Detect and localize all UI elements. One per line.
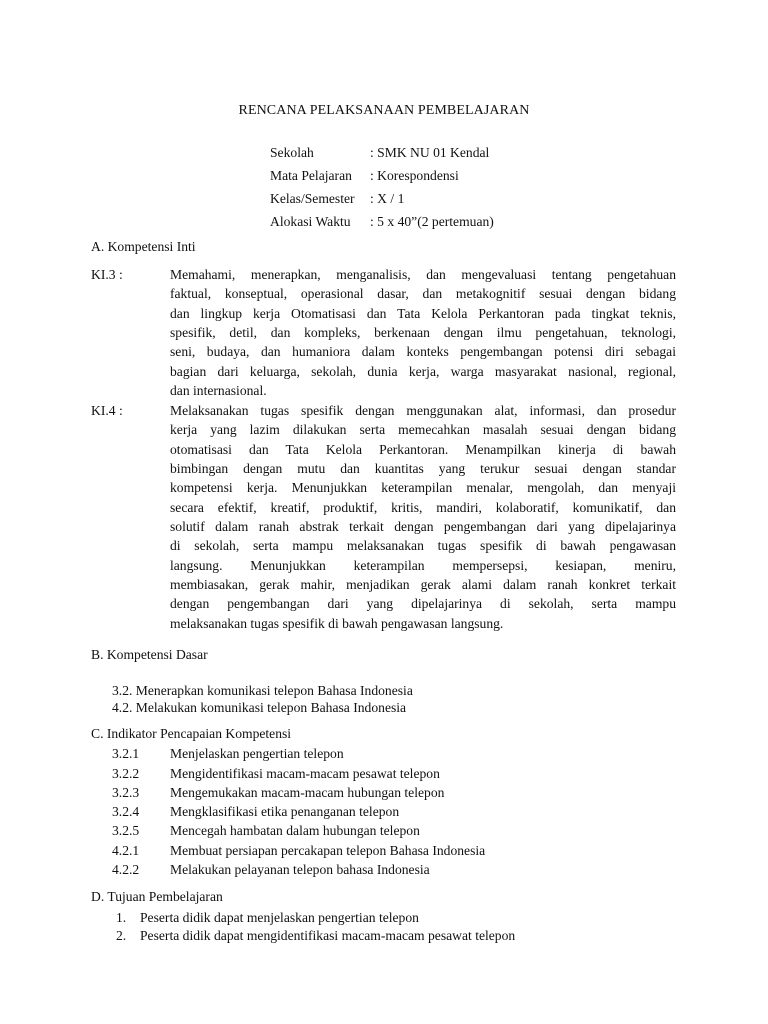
indicator-code: 3.2.1 [112,746,140,761]
ki4-line: solutif dalam ranah abstrak terkait dengan pengembangan dari yang dipelajarinya [170,519,676,535]
indicator-code: 4.2.2 [112,862,140,877]
ki3-line: bagian dari keluarga, sekolah, dunia kerja, warga masyarakat nasional, regional, [170,363,676,379]
indicator-text: Membuat persiapan percakapan telepon Bahasa Indonesia [170,843,486,858]
ki4-line: membiasakan, gerak mahir, menjadikan gerak alami dalam ranah konkret terkait [170,577,676,593]
ki4-line: bimbingan dengan mutu dan kuantitas yang terukur sesuai dengan standar [170,461,676,477]
ki3-line: Memahami, menerapkan, menganalisis, dan mengevaluasi tentang pengetahuan [170,267,676,282]
ki4-line: kompetensi kerja. Menunjukkan keterampilan menalar, mengolah, dan menyaji [170,480,676,496]
ki4-line: otomatisasi dan Tata Kelola Perkantoran. Menampilkan kinerja di bawah [170,441,676,457]
indicator-text: Mengemukakan macam-macam hubungan telepon [170,785,445,800]
identity-label-mapel: Mata Pelajaran [270,168,352,183]
identity-label-sekolah: Sekolah [270,145,314,160]
goal-number: 1. [116,910,127,925]
goal-number: 2. [116,928,127,943]
identity-value-kelas: : X / 1 [370,191,405,206]
indicator-text: Mencegah hambatan dalam hubungan telepon [170,823,420,838]
identity-label-alokasi: Alokasi Waktu [270,214,351,229]
ki3-line: spesifik, detil, dan kompleks, berkenaan dengan ilmu pengetahuan, teknologi, [170,325,676,341]
ki4-line: dengan pengembangan dari yang dipelajarinya di sekolah, serta mampu [170,596,676,612]
ki3-line: dan internasional. [170,383,267,399]
ki3-line: dan lingkup kerja Otomatisasi dan Tata Kelola Perkantoran pada tingkat teknis, [170,305,676,321]
indicator-code: 3.2.2 [112,766,140,781]
identity-value-alokasi: : 5 x 40”(2 pertemuan) [370,214,494,229]
indicator-text: Melakukan pelayanan telepon bahasa Indonesia [170,862,430,877]
ki3-label: KI.3 : [91,267,123,282]
identity-label-kelas: Kelas/Semester [270,191,355,206]
identity-value-sekolah: : SMK NU 01 Kendal [370,145,490,160]
ki4-line: langsung. Menunjukkan keterampilan mempersepsi, kesiapan, meniru, [170,557,676,573]
section-a-heading: A. Kompetensi Inti [91,239,196,254]
ki4-line: kerja yang lazim dilakukan serta memecahkan masalah sesuai dengan bidang [170,422,676,438]
ki4-line: Melaksanakan tugas spesifik dengan menggunakan alat, informasi, dan prosedur [170,403,676,418]
indicator-code: 3.2.4 [112,804,140,819]
section-b-heading: B. Kompetensi Dasar [91,647,208,662]
indicator-text: Mengklasifikasi etika penanganan telepon [170,804,400,819]
document-title: RENCANA PELAKSANAAN PEMBELAJARAN [238,103,530,118]
goal-text: Peserta didik dapat mengidentifikasi macam-macam pesawat telepon [140,928,516,943]
kd-item: 3.2. Menerapkan komunikasi telepon Bahasa Indonesia [112,683,413,698]
ki4-line: secara efektif, kreatif, produktif, kritis, mandiri, kolaboratif, komunikatif, dan [170,499,676,515]
section-d-heading: D. Tujuan Pembelajaran [91,889,223,904]
identity-value-mapel: : Korespondensi [370,168,459,183]
indicator-code: 4.2.1 [112,843,140,858]
ki4-line: melaksanakan tugas spesifik di bawah pengawasan langsung. [170,615,504,631]
indicator-text: Menjelaskan pengertian telepon [170,746,344,761]
indicator-code: 3.2.3 [112,785,140,800]
ki3-line: faktual, konseptual, operasional dasar, dan metakognitif sesuai dengan bidang [170,286,676,302]
indicator-text: Mengidentifikasi macam-macam pesawat telepon [170,766,440,781]
section-c-heading: C. Indikator Pencapaian Kompetensi [91,726,292,741]
ki4-label: KI.4 : [91,403,123,418]
indicator-code: 3.2.5 [112,823,140,838]
goal-text: Peserta didik dapat menjelaskan pengertian telepon [140,910,419,925]
ki4-text [170,401,676,633]
kd-item: 4.2. Melakukan komunikasi telepon Bahasa Indonesia [112,700,407,715]
ki3-line: seni, budaya, dan humaniora dalam konteks pengembangan potensi diri sebagai [170,344,676,360]
ki4-line: di sekolah, serta mampu melaksanakan tugas spesifik di bawah pengawasan [170,538,676,554]
ki3-text [170,265,676,400]
